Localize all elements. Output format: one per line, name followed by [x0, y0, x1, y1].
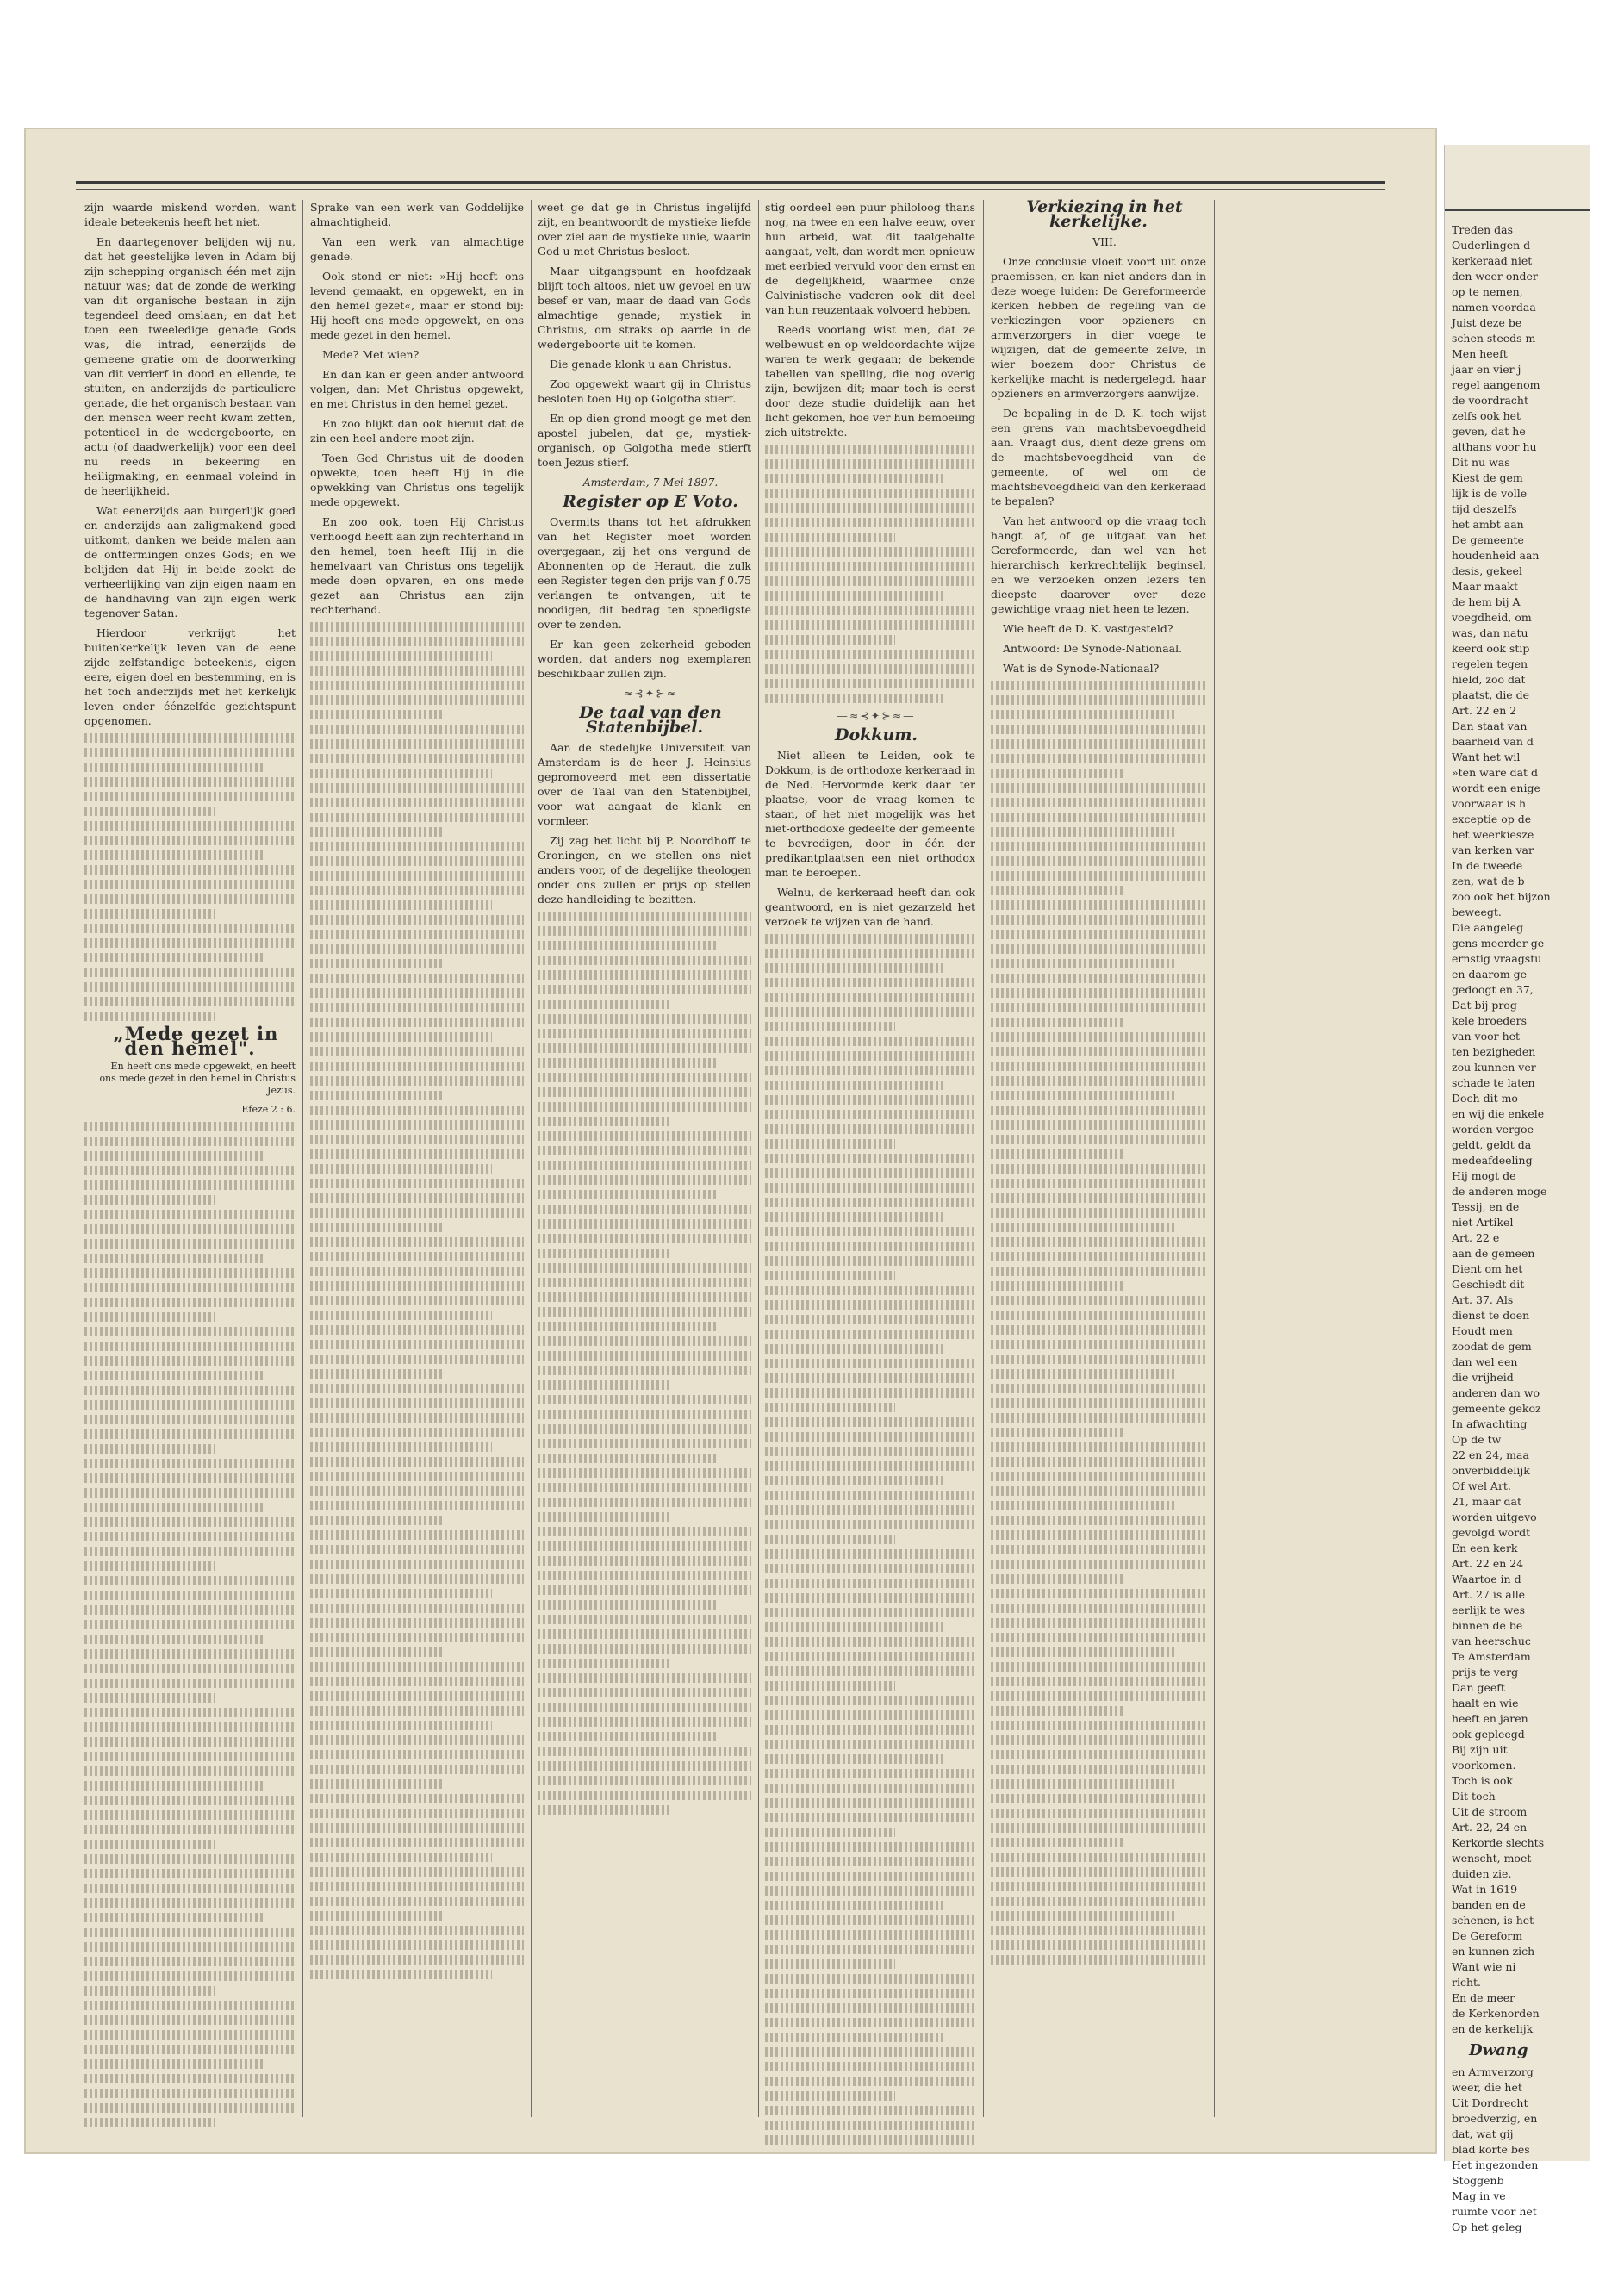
- next-page-line: ernstig vraagstu: [1452, 952, 1542, 965]
- next-page-line: beweegt.: [1452, 906, 1502, 919]
- next-page-line: Die aangeleg: [1452, 921, 1524, 934]
- paragraph: Wat eenerzijds aan burgerlijk goed en anderzijds aan zaligmakend goed uitkomt, danken we beide malen aan de ontfermingen onzes Gods; en we belijden dat Hij in beide zoekt de verheerlijking van zijn eigen naam en de handhaving van zijn eigen werk tegenover Satan.: [84, 504, 296, 620]
- next-page-line: Art. 27 is alle: [1452, 1588, 1526, 1601]
- next-page-line: althans voor hu: [1452, 440, 1537, 453]
- next-page-line: keerd ook stip: [1452, 642, 1530, 655]
- next-page-line: 21, maar dat: [1452, 1495, 1522, 1508]
- next-page-line: Op het geleg: [1452, 2220, 1522, 2233]
- illegible-text-block: [84, 733, 296, 1021]
- next-page-line: Treden das: [1452, 223, 1514, 236]
- next-page-line: richt.: [1452, 1976, 1482, 1989]
- article-heading: Dokkum.: [834, 726, 918, 744]
- section-number: VIII.: [1092, 235, 1117, 248]
- bible-reference: Efeze 2 : 6.: [241, 1104, 296, 1115]
- next-page-line: en daarom ge: [1452, 968, 1528, 981]
- next-page-line: schen steeds m: [1452, 332, 1536, 345]
- next-page-line: plaatst, die de: [1452, 688, 1530, 701]
- next-page-line: zoo ook het bijzon: [1452, 890, 1551, 903]
- next-page-line: zou kunnen ver: [1452, 1061, 1536, 1074]
- ornament-divider: —≈⊰✦⊱≈—: [611, 687, 690, 700]
- next-page-line: Art. 22 en 24: [1452, 1557, 1524, 1570]
- next-page-line: en de kerkelijk: [1452, 2022, 1534, 2035]
- next-page-line: Houdt men: [1452, 1324, 1513, 1337]
- next-page-line: en wij die enkele: [1452, 1107, 1545, 1120]
- next-page-line: worden uitgevo: [1452, 1510, 1537, 1523]
- next-page-line: blad korte bes: [1452, 2143, 1530, 2156]
- paragraph: Toen God Christus uit de dooden opwekte, toen heeft Hij in die opwekking van Christus ons tegelijk mede opgewekt.: [310, 452, 524, 508]
- paragraph: Niet alleen te Leiden, ook te Dokkum, is de orthodoxe kerkeraad in de Ned. Hervormde kerk daar ter plaatse, voor de vraag komen te staan, of het niet mogelijk was het niet-orthodoxe gedeelte der gemeente te bevredigen, door in één der predikantplaatsen een niet orthodox man te beroepen.: [765, 749, 975, 879]
- article-heading: De taal van den Statenbijbel.: [579, 703, 722, 737]
- paragraph: weet ge dat ge in Christus ingelijfd zijt, en beantwoordt de mystieke liefde over ziel aan de mystieke unie, waarin God u met Christus besloot.: [538, 201, 751, 258]
- column-1: [84, 200, 296, 2121]
- next-page-line: De gemeente: [1452, 533, 1524, 546]
- next-page-line: Juist deze be: [1452, 316, 1522, 329]
- next-page-line: de Kerkenorden: [1452, 2007, 1540, 2020]
- paragraph: Er kan geen zekerheid geboden worden, dat anders nog exemplaren beschikbaar zullen zijn.: [538, 638, 751, 680]
- paragraph: Antwoord: De Synode-Nationaal.: [1003, 642, 1183, 655]
- paragraph: Aan de stedelijke Universiteit van Amsterdam is de heer J. Heinsius gepromoveerd met een dissertatie over de Taal van den Statenbijbel, voor wat aangaat de klank- en vormleer.: [538, 741, 751, 827]
- paragraph: Zij zag het licht bij P. Noordhoff te Groningen, en we stellen ons niet anders voor, of de degelijke theologen onder ons zullen er prijs op stellen deze handleiding te bezitten.: [538, 834, 751, 906]
- column-3: [538, 200, 751, 2121]
- next-page-line: Geschiedt dit: [1452, 1278, 1525, 1291]
- next-page-line: voegdheid, om: [1452, 611, 1532, 624]
- next-page-line: Op de tw: [1452, 1433, 1502, 1446]
- next-page-line: Dan staat van: [1452, 719, 1528, 732]
- paragraph: Onze conclusie vloeit voort uit onze praemissen, en kan niet anders dan in deze woege luiden: De Gereformeerde kerken hebben de regeling van de verkiezingen voor opzieners en armverzorgers in dier voege te wijzigen, dat de gemeente zelve, in wier boezem door Christus de kerkelijke macht is nedergelegd, haar opzieners en armverzorgers aanwijze.: [991, 255, 1206, 400]
- next-page-line: Want het wil: [1452, 751, 1521, 763]
- next-page-line: schenen, is het: [1452, 1914, 1534, 1927]
- next-page-line: Toch is ook: [1452, 1774, 1513, 1787]
- top-rule-thin: [76, 189, 1385, 190]
- column-rule: [983, 200, 984, 2117]
- next-page-line: Doch dit mo: [1452, 1092, 1518, 1105]
- next-page-line: banden en de: [1452, 1898, 1526, 1911]
- next-page-line: op te nemen,: [1452, 285, 1523, 298]
- illegible-text-block: [310, 622, 524, 1979]
- next-page-line: weer, die het: [1452, 2081, 1522, 2094]
- next-page-line: ook gepleegd: [1452, 1728, 1525, 1741]
- column-rule: [531, 200, 532, 2117]
- illegible-text-block: [765, 445, 975, 703]
- paragraph: Wat is de Synode-Nationaal?: [1003, 662, 1160, 675]
- next-page-line: Art. 22 e: [1452, 1231, 1500, 1244]
- top-rule: [76, 181, 1385, 184]
- next-page-line: baarheid van d: [1452, 735, 1534, 748]
- next-page-line: Art. 22, 24 en: [1452, 1821, 1528, 1834]
- next-page-line: de anderen moge: [1452, 1185, 1547, 1198]
- paragraph: Hierdoor verkrijgt het buitenkerkelijk leven van de eene zijde zelfstandige beteekenis, eigen eere, eigen doel en bestemming, en is het toch anderzijds met het kerkelijk leven onder éénzelfde gezichtspunt opgenomen.: [84, 626, 296, 727]
- next-page-line: Hij mogt de: [1452, 1169, 1516, 1182]
- next-page-line: tijd deszelfs: [1452, 502, 1517, 515]
- next-page-line: binnen de be: [1452, 1619, 1523, 1632]
- paragraph: En daartegenover belijden wij nu, dat het geestelijke leven in Adam bij zijn schepping organisch één met zijn natuur was; dat de zonde de werking van dit organische bestaan in zijn tegendeel deed omslaan; en dat het toen een tweeledige genade Gods was, die intrad, eenerzijds de gemeene gratie om de doorwerking van dit verderf in dood en ellende, te stuiten, en anderzijds de particuliere genade, die het organisch bestaan van den mensch weer recht kwam zetten, potentieel in de wedergeboorte, en actu (of daadwerkelijk) voor een deel nu reeds in bekeering en heiligmaking, en eenmaal voleind in de heerlijkheid.: [84, 235, 296, 497]
- next-page-line: onverbiddelijk: [1452, 1464, 1530, 1477]
- next-page-line: Kiest de gem: [1452, 471, 1523, 484]
- next-page-line: kerkeraad niet: [1452, 254, 1533, 267]
- next-page-line: jaar en vier j: [1452, 363, 1521, 376]
- next-page-edge: [1444, 145, 1590, 2233]
- column-4: [765, 200, 975, 2121]
- next-page-line: de hem bij A: [1452, 595, 1521, 608]
- article-heading: „Mede gezet in den hemel".: [113, 1023, 279, 1059]
- next-page-line: het weerkiesze: [1452, 828, 1534, 841]
- next-page-line: duiden zie.: [1452, 1867, 1512, 1880]
- paragraph: Sprake van een werk van Goddelijke almachtigheid.: [310, 201, 524, 228]
- next-page-line: Want wie ni: [1452, 1960, 1516, 1973]
- paragraph: Reeds voorlang wist men, dat ze welbewust en op weldoordachte wijze waren te werk gegaan; de bekende tabellen van spelling, die nog overig zijn, bewijzen dit; maar toch is eerst door deze studie duidelijk aan het licht gekomen, hoe ver hun bemoeiing zich uitstrekte.: [765, 323, 975, 439]
- column-rule: [1214, 200, 1215, 2117]
- next-page-line: anderen dan wo: [1452, 1386, 1540, 1399]
- next-page-line: wordt een enige: [1452, 782, 1540, 794]
- next-page-line: gens meerder ge: [1452, 937, 1545, 950]
- paragraph: Van een werk van almachtige genade.: [310, 235, 524, 263]
- top-rule: [1445, 209, 1590, 211]
- next-page-line: medeafdeeling: [1452, 1154, 1533, 1167]
- next-page-line: In afwachting: [1452, 1417, 1528, 1430]
- next-page-line: Men heeft: [1452, 347, 1508, 360]
- next-page-line: Te Amsterdam: [1452, 1650, 1531, 1663]
- next-page-line: van heerschuc: [1452, 1635, 1531, 1647]
- next-page-line: Dient om het: [1452, 1262, 1523, 1275]
- illegible-text-block: [84, 1122, 296, 2127]
- next-page-line: worden vergoe: [1452, 1123, 1534, 1136]
- next-page-line: exceptie op de: [1452, 813, 1532, 825]
- next-page-line: desis, gekeel: [1452, 564, 1522, 577]
- paragraph: En op dien grond moogt ge met den apostel jubelen, dat ge, mystiek-organisch, op Golgotha mede stierft toen Jezus stierf.: [538, 412, 751, 469]
- next-page-line: geldt, geldt da: [1452, 1138, 1532, 1151]
- next-page-line: en Armverzorg: [1452, 2065, 1534, 2078]
- next-page-line: Art. 37. Als: [1452, 1293, 1514, 1306]
- next-page-line: En de meer: [1452, 1991, 1515, 2004]
- next-page-line: gedoogt en 37,: [1452, 983, 1534, 996]
- next-page-line: zelfs ook het: [1452, 409, 1521, 422]
- next-page-line: Dit toch: [1452, 1790, 1496, 1803]
- next-page-line: Dit nu was: [1452, 456, 1510, 469]
- next-page-line: van kerken var: [1452, 844, 1534, 856]
- next-page-line: Ouderlingen d: [1452, 239, 1531, 252]
- next-page-line: schade te laten: [1452, 1076, 1535, 1089]
- next-page-line: kele broeders: [1452, 1014, 1528, 1027]
- next-page-line: Waartoe in d: [1452, 1573, 1521, 1585]
- next-page-line: die vrijheid: [1452, 1371, 1514, 1384]
- next-page-line: houdenheid aan: [1452, 549, 1540, 562]
- paragraph: Wie heeft de D. K. vastgesteld?: [1003, 622, 1173, 635]
- next-page-line: zoodat de gem: [1452, 1340, 1532, 1353]
- next-page-line: van voor het: [1452, 1030, 1521, 1043]
- next-page-line: ten bezigheden: [1452, 1045, 1536, 1058]
- paragraph: En zoo ook, toen Hij Christus verhoogd heeft aan zijn rechterhand in den hemel, toen heeft Hij in die hemelvaart van Christus ons tegelijk mede doen opvaren, en ons mede gezet aan Christus aan zijn rechterhand.: [310, 515, 524, 616]
- paragraph: Die genade klonk u aan Christus.: [550, 358, 731, 371]
- next-page-line: Bij zijn uit: [1452, 1743, 1508, 1756]
- next-page-line: Art. 22 en 2: [1452, 704, 1517, 717]
- next-page-line: het ambt aan: [1452, 518, 1524, 531]
- next-page-line: Stoggenb: [1452, 2174, 1504, 2187]
- article-heading: Register op E Voto.: [563, 492, 738, 511]
- next-page-line: Maar maakt: [1452, 580, 1519, 593]
- next-page-line: aan de gemeen: [1452, 1247, 1535, 1260]
- ornament-divider: —≈⊰✦⊱≈—: [837, 709, 916, 722]
- next-page-line: Het ingezonden: [1452, 2158, 1539, 2171]
- next-page-line: lijk is de volle: [1452, 487, 1528, 500]
- next-page-line: was, dan natu: [1452, 626, 1528, 639]
- next-page-line: Wat in 1619: [1452, 1883, 1518, 1896]
- next-page-line: broedverzig, en: [1452, 2112, 1538, 2125]
- next-page-line: In de tweede: [1452, 859, 1523, 872]
- paragraph: Zoo opgewekt waart gij in Christus besloten toen Hij op Golgotha stierf.: [538, 377, 751, 405]
- next-page-line: hield, zoo dat: [1452, 673, 1526, 686]
- next-page-line: Uit de stroom: [1452, 1805, 1528, 1818]
- next-page-line: haalt en wie: [1452, 1697, 1519, 1710]
- illegible-text-block: [991, 681, 1206, 1965]
- next-page-line: Mag in ve: [1452, 2189, 1506, 2202]
- column-5: [991, 197, 1206, 2121]
- column-rule: [302, 200, 303, 2117]
- next-page-line: gemeente gekoz: [1452, 1402, 1541, 1415]
- next-page-line: heeft en jaren: [1452, 1712, 1528, 1725]
- next-page-line: gevolgd wordt: [1452, 1526, 1531, 1539]
- paragraph: Welnu, de kerkeraad heeft dan ook geantwoord, en is niet gezarzeld het verzoek te wijzen van de hand.: [765, 886, 975, 928]
- illegible-text-block: [538, 912, 751, 1815]
- paragraph: Maar uitgangspunt en hoofdzaak blijft toch altoos, niet uw gevoel en uw besef er van, maar de daad van Gods almachtige genade; mystiek in Christus, om straks op aarde in de wedergeboorte uit te komen.: [538, 265, 751, 351]
- paragraph: Ook stond er niet: »Hij heeft ons levend gemaakt, en opgewekt, en in den hemel gezet«, maar er stond bij: Hij heeft ons mede opgewekt, en ons mede gezet in den hemel.: [310, 270, 524, 341]
- next-page-line: eerlijk te wes: [1452, 1604, 1526, 1616]
- next-page-line: Uit Dordrecht: [1452, 2096, 1528, 2109]
- next-page-line: »ten ware dat d: [1452, 766, 1539, 779]
- next-page-line: En een kerk: [1452, 1541, 1518, 1554]
- next-page-line: voorkomen.: [1452, 1759, 1516, 1772]
- next-page-line: en kunnen zich: [1452, 1945, 1535, 1958]
- illegible-text-block: [765, 934, 975, 2145]
- paragraph: stig oordeel een puur philoloog thans nog, na twee en een halve eeuw, over hun arbeid, wat dit taalgehalte aangaat, velt, dan wordt men opnieuw met eerbied vervuld voor den ernst en de degelijkheid, waarmee onze Calvinistische vaderen ook dit deel van hun reuzentaak volvoerd hebben.: [765, 201, 975, 316]
- next-page-text: [1452, 222, 1624, 2235]
- next-page-line: dat, wat gij: [1452, 2127, 1514, 2140]
- next-page-line: ruimte voor het: [1452, 2205, 1537, 2218]
- next-page-line: zen, wat de b: [1452, 875, 1525, 888]
- paragraph: Mede? Met wien?: [322, 348, 420, 361]
- paragraph: En dan kan er geen ander antwoord volgen, dan: Met Christus opgewekt, en met Christus in den hemel gezet.: [310, 368, 524, 410]
- next-page-heading: Dwang: [1469, 2041, 1528, 2059]
- next-page-line: regelen tegen: [1452, 657, 1528, 670]
- column-2: [310, 200, 524, 2121]
- next-page-line: Of wel Art.: [1452, 1479, 1511, 1492]
- next-page-line: wenscht, moet: [1452, 1852, 1532, 1865]
- next-page-line: Dan geeft: [1452, 1681, 1505, 1694]
- next-page-line: dan wel een: [1452, 1355, 1518, 1368]
- paragraph: Overmits thans tot het afdrukken van het Register moet worden overgegaan, zij het ons vergund de Abonnenten op de Heraut, die zulk een Register tegen den prijs van ƒ 0.75 verlangen te ontvangen, uit te noodigen, dit bedrag ten spoedigste over te zenden.: [538, 515, 751, 631]
- next-page-line: regel aangenom: [1452, 378, 1540, 391]
- next-page-line: den weer onder: [1452, 270, 1538, 283]
- next-page-line: niet Artikel: [1452, 1216, 1514, 1229]
- paragraph: zijn waarde miskend worden, want ideale beteekenis heeft het niet.: [84, 201, 296, 228]
- newspaper-page: [24, 128, 1437, 2154]
- paragraph: Van het antwoord op die vraag toch hangt af, of ge uitgaat van het Gereformeerde, dan wel van het hierarchisch kerkrechtelijk beginsel, en we verzoeken onzen lezers ten dieepste daarover over deze gewichtige vraag niet heen te lezen.: [991, 514, 1206, 615]
- bible-motto: En heeft ons mede opgewekt, en heeft ons mede gezet in den hemel in Christus Jezus.: [99, 1061, 296, 1096]
- next-page-line: 22 en 24, maa: [1452, 1448, 1529, 1461]
- paragraph: De bepaling in de D. K. toch wijst een grens van machtsbevoegdheid aan. Vraagt dus, dient deze grens om de machtsbevoegdheid van de gemeente, of wel om de machtsbevoegdheid van den kerkeraad te bepalen?: [991, 407, 1206, 508]
- article-heading: Verkiezing in het kerkelijke.: [1026, 197, 1183, 231]
- next-page-line: De Gereform: [1452, 1929, 1523, 1942]
- next-page-line: geven, dat he: [1452, 425, 1526, 438]
- next-page-line: prijs te verg: [1452, 1666, 1519, 1679]
- next-page-line: Dat bij prog: [1452, 999, 1517, 1012]
- next-page-line: de voordracht: [1452, 394, 1528, 407]
- paragraph: En zoo blijkt dan ook hieruit dat de zin een heel andere moet zijn.: [310, 417, 524, 445]
- next-page-line: Tessij, en de: [1452, 1200, 1520, 1213]
- next-page-line: namen voordaa: [1452, 301, 1536, 314]
- next-page-line: Kerkorde slechts: [1452, 1836, 1545, 1849]
- next-page-line: dienst te doen: [1452, 1309, 1530, 1322]
- next-page-line: voorwaar is h: [1452, 797, 1527, 810]
- column-rule: [758, 200, 759, 2117]
- dateline: Amsterdam, 7 Mei 1897.: [582, 476, 719, 489]
